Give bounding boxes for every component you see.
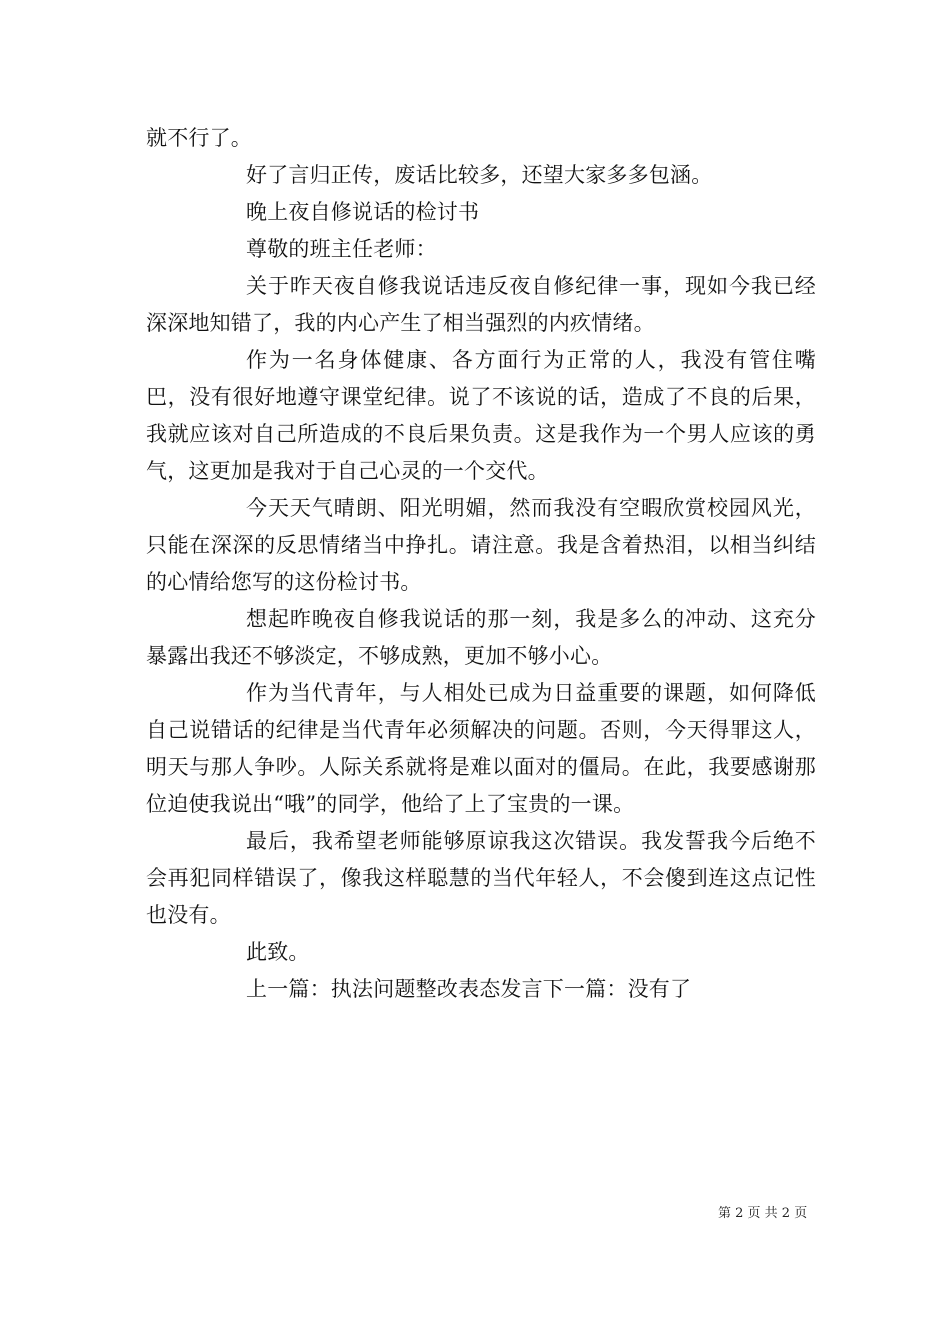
- paragraph-body-1: 关于昨天夜自修我说话违反夜自修纪律一事，现如今我已经深深地知错了，我的内心产生了相当强烈的内疚情绪。: [146, 274, 816, 335]
- paragraph-continuation: 就不行了。: [146, 126, 252, 150]
- page-number-footer: 第 2 页 共 2 页: [718, 1206, 808, 1221]
- salutation: 尊敬的班主任老师：: [246, 237, 437, 261]
- paragraph-body-6: 最后，我希望老师能够原谅我这次错误。我发誓我今后绝不会再犯同样错误了，像我这样聪慧的当代年轻人，不会傻到连这点记性也没有。: [146, 829, 816, 927]
- prev-next-navigation: 上一篇：执法问题整改表态发言下一篇：没有了: [246, 977, 692, 1001]
- paragraph-body-2: 作为一名身体健康、各方面行为正常的人，我没有管住嘴巴，没有很好地遵守课堂纪律。说了不该说的话，造成了不良的后果，我就应该对自己所造成的不良后果负责。这是我作为一个男人应该的勇气，这更加是我对于自己心灵的一个交代。: [146, 348, 816, 483]
- paragraph-transition: 好了言归正传，废话比较多，还望大家多多包涵。: [246, 163, 713, 187]
- closing: 此致。: [246, 940, 310, 964]
- paragraph-body-5: 作为当代青年，与人相处已成为日益重要的课题，如何降低自己说错话的纪律是当代青年必须解决的问题。否则，今天得罪这人，明天与那人争吵。人际关系就将是难以面对的僵局。在此，我要感谢那位迫使我说出“哦”的同学，他给了上了宝贵的一课。: [146, 681, 816, 816]
- paragraph-body-3: 今天天气晴朗、阳光明媚，然而我没有空暇欣赏校园风光，只能在深深的反思情绪当中挣扎。请注意。我是含着热泪，以相当纠结的心情给您写的这份检讨书。: [146, 496, 816, 594]
- paragraph-body-4: 想起昨晚夜自修我说话的那一刻，我是多么的冲动、这充分暴露出我还不够淡定，不够成熟，更加不够小心。: [146, 607, 816, 668]
- document-body: [146, 120, 816, 1008]
- document-title: 晚上夜自修说话的检讨书: [246, 200, 480, 224]
